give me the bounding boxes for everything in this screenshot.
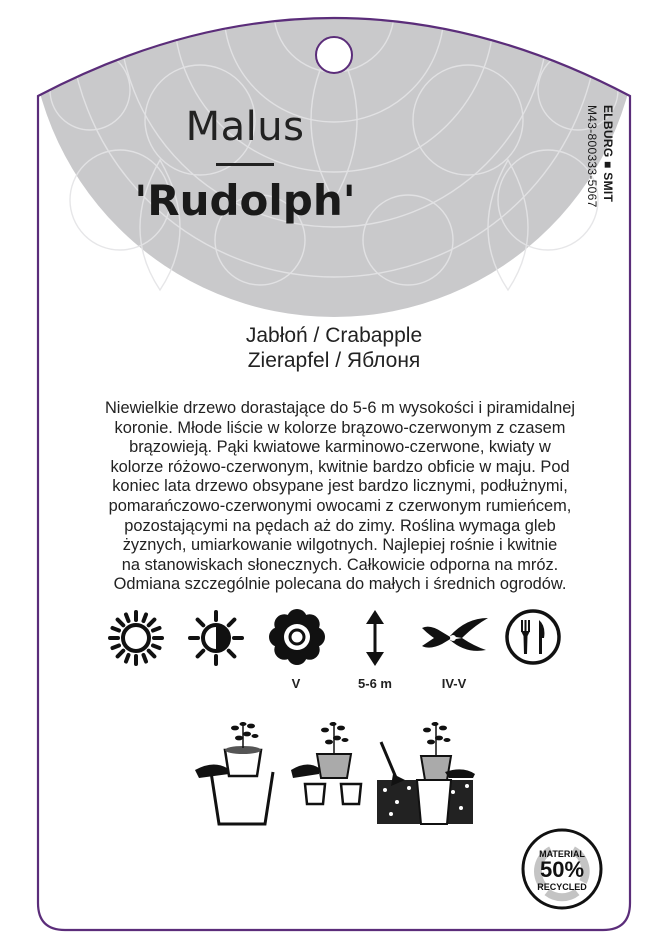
badge-line-1: MATERIAL (539, 849, 585, 859)
description-line: żyznych, umiarkowanie wilgotnych. Najlepiej rośnie i kwitnie (122, 536, 558, 555)
cultivar-title: 'Rudolph' (134, 176, 356, 225)
description-line: brązowieją. Pąki kwiatowe karminowo-czerwone, kwiaty w (129, 438, 551, 457)
description-line: pomarańczowo-czerwonymi owocami z czerwonym rumieńcem, (108, 496, 572, 515)
common-names-line-2: Zierapfel / Яблоня (247, 349, 421, 372)
badge-line-3: RECYCLED (537, 882, 587, 892)
pruning-shears-icon (420, 614, 490, 662)
pruning-months-label: IV-V (441, 676, 467, 691)
height-label: 5-6 m (358, 676, 392, 691)
recycled-material-badge (521, 828, 603, 910)
description-line: kolorze różowo-czerwonym, kwitnie bardzo obficie w maju. Pod (110, 457, 570, 476)
title-divider (216, 163, 274, 166)
hang-hole (316, 37, 352, 73)
vertical-brand-block (577, 105, 617, 245)
genus-title: Malus (185, 104, 305, 150)
common-names (0, 323, 668, 373)
common-names-line-1: Jabłoń / Crabapple (245, 324, 423, 347)
description-line: koronie. Młode liście w kolorze brązowo-czerwonym z czasem (114, 418, 566, 437)
brand-name: ELBURG ■ SMIT (601, 105, 615, 203)
edible-fruit-icon (504, 608, 562, 666)
step-unpot-icon (291, 722, 361, 804)
flower-icon (268, 608, 326, 666)
badge-line-2: 50% (539, 857, 585, 882)
flowering-month-label: V (291, 676, 301, 691)
description (60, 399, 620, 595)
description-line: na stanowiskach słonecznych. Całkowicie odporna na mróz. (121, 555, 559, 574)
description-line: Odmiana szczególnie polecana do małych i średnich ogrodów. (113, 575, 567, 594)
description-line: koniec lata drzewo obsypane jest bardzo licznymi, podłużnymi, (112, 477, 568, 496)
planting-instructions-icon (195, 720, 475, 828)
description-line: Niewielkie drzewo dorastające do 5-6 m wysokości i piramidalnej (104, 399, 576, 417)
step-plant-icon (377, 722, 475, 824)
description-line: pozostającymi na pędach aż do zimy. Roślina wymaga gleb (124, 516, 556, 535)
full-sun-icon (108, 610, 164, 666)
partial-shade-icon (188, 610, 244, 666)
height-icon (362, 608, 388, 668)
product-code: M43-800333-5067 (585, 105, 599, 208)
step-soak-icon (195, 722, 273, 824)
